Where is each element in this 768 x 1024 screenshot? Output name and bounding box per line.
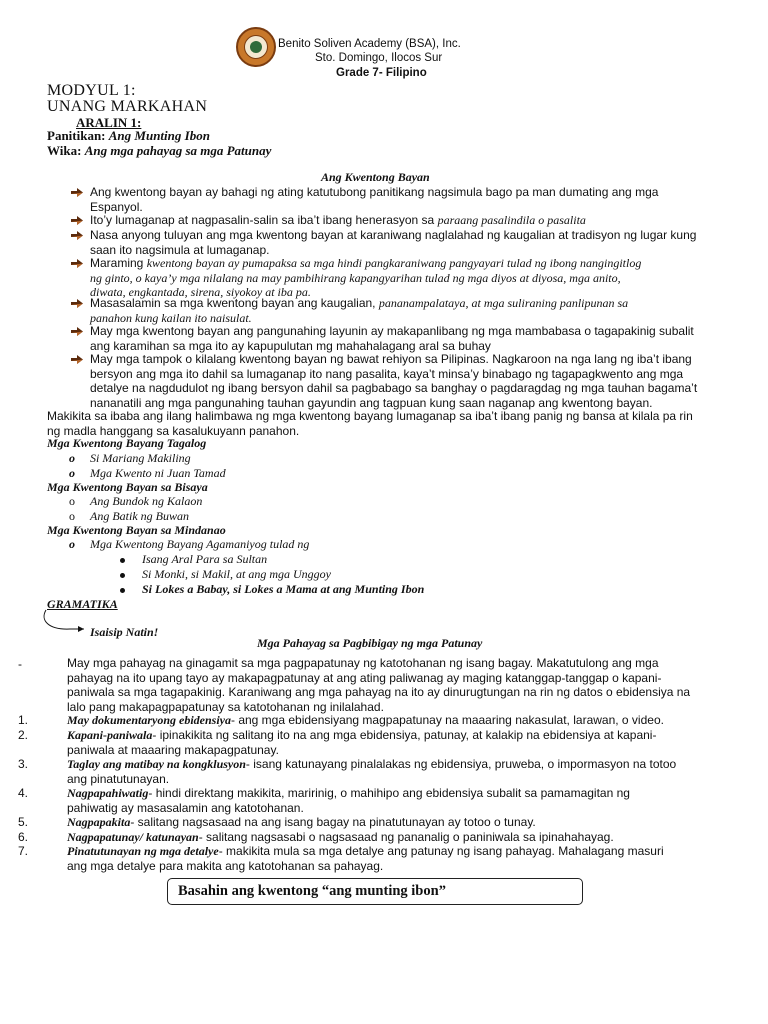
item-line: ang pinatutunayan. bbox=[67, 771, 170, 786]
reading-instruction-box bbox=[167, 878, 583, 905]
term: Nagpapakita bbox=[67, 815, 131, 829]
list-marker: o bbox=[69, 466, 75, 480]
bullet-line: Espanyol. bbox=[90, 199, 143, 214]
item-line: Nagpapahiwatig- hindi direktang makikita, maririnig, o mahihipo ang ebidensiya subalit sa pamamagitan ng bbox=[67, 786, 630, 800]
school-seal-logo bbox=[236, 27, 276, 67]
bullet-line: May mga kwentong bayan ang pangunahing layunin ay makapanlibang ng mga mambabasa o tagapakinig subalit bbox=[90, 324, 694, 338]
list-item: Ang Bundok ng Kalaon bbox=[90, 494, 203, 508]
item-line: Kapani-paniwala- ipinakikita ng salitang ito na ang mga ebidensiya, patunay, at kalakip na ebidensiya at kapani- bbox=[67, 728, 657, 742]
arrow-bullet-icon bbox=[70, 215, 84, 226]
list-item: Ang Batik ng Buwan bbox=[90, 509, 189, 523]
item-line: Nagpapakita- salitang nagsasaad na ang isang bagay na pinatutunayan ay totoo o tunay. bbox=[67, 815, 536, 829]
intro-line: lalo pang makapagpapatunay sa katotohanan ng inilalahad. bbox=[67, 699, 384, 714]
item-number: 3. bbox=[18, 757, 29, 771]
arrow-bullet-icon bbox=[70, 187, 84, 198]
proof-expression-item bbox=[67, 713, 727, 728]
list-item: Si Mariang Makiling bbox=[90, 451, 191, 465]
proof-expression-item bbox=[67, 844, 727, 873]
intro-line: pahayag na ito upang tayo ay makapagpatunay at ang ating paliwanag ay maging katanggap-tanggap o kapani- bbox=[67, 670, 662, 685]
item-number: 4. bbox=[18, 786, 29, 800]
bullet-item bbox=[90, 185, 730, 214]
sub-list-item: Isang Aral Para sa Sultan bbox=[142, 552, 268, 566]
quarter-title: UNANG MARKAHAN bbox=[47, 98, 208, 115]
bullet-line: panahon kung kailan ito naisulat. bbox=[90, 310, 252, 325]
bullet-item bbox=[90, 352, 730, 410]
tagalog-heading: Mga Kwentong Bayang Tagalog bbox=[47, 436, 207, 450]
item-number: 2. bbox=[18, 728, 29, 742]
term: Kapani-paniwala bbox=[67, 728, 153, 742]
term: May dokumentaryong ebidensiya bbox=[67, 713, 231, 727]
bullet-item bbox=[90, 256, 730, 300]
school-name: Benito Soliven Academy (BSA), Inc. bbox=[278, 38, 461, 50]
item-line: May dokumentaryong ebidensiya- ang mga ebidensiyang magpapatunay na maaaring nakasulat, larawan, o video. bbox=[67, 713, 664, 727]
list-marker: o bbox=[69, 509, 75, 523]
curved-arrow-icon bbox=[40, 608, 92, 636]
school-address: Sto. Domingo, Ilocos Sur bbox=[315, 52, 443, 64]
item-line: Pinatutunayan ng mga detalye- makikita mula sa mga detalye ang patunay ng isang pahayag. Mahalagang masuri bbox=[67, 844, 664, 858]
bullet-dot bbox=[120, 588, 125, 593]
grammar-intro bbox=[67, 656, 727, 714]
arrow-bullet-icon bbox=[70, 354, 84, 365]
list-item: Mga Kwentong Bayang Agamaniyog tulad ng bbox=[90, 537, 310, 551]
term: Nagpapatunay/ katunayan bbox=[67, 830, 199, 844]
bisaya-heading: Mga Kwentong Bayan sa Bisaya bbox=[47, 480, 208, 494]
grammar-heading: GRAMATIKA bbox=[47, 597, 118, 611]
lesson-title: ARALIN 1: bbox=[76, 115, 142, 130]
arrow-bullet-icon bbox=[70, 258, 84, 269]
bullet-dot bbox=[120, 573, 125, 578]
term: Taglay ang matibay na kongklusyon bbox=[67, 757, 246, 771]
mindanao-heading: Mga Kwentong Bayan sa Mindanao bbox=[47, 523, 226, 537]
item-line: ang mga detalye para makita ang katotohanan sa pahayag. bbox=[67, 858, 384, 873]
bullet-line: Ang kwentong bayan ay bahagi ng ating katutubong panitikang nagsimula bago pa man dumating ang mga bbox=[90, 185, 659, 199]
bullet-line: detalye na nagdudulot ng ibang bersyon dahil sa pagbabago sa banghay o pagdaragdag ng mga tauhan bagama’t bbox=[90, 381, 698, 395]
proof-expression-item bbox=[67, 815, 727, 830]
sub-list-item: Si Monki, si Makil, at ang mga Unggoy bbox=[142, 567, 331, 581]
bullet-line: bersyon ang mga ito dahil sa lumaganap ito nang pasalita, kaya’t minsa’y binabago ng tagapagkwento ang mga bbox=[90, 366, 684, 381]
list-marker: o bbox=[69, 451, 75, 465]
intro-line: Makikita sa ibaba ang ilang halimbawa ng mga kwentong bayang lumaganap sa iba’t ibang panig ng bansa at kilala pa rin bbox=[47, 409, 693, 423]
bullet-item bbox=[90, 213, 730, 228]
item-number: 7. bbox=[18, 844, 29, 858]
think-heading: Isaisip Natin! bbox=[90, 625, 159, 639]
bullet-line: saan ito nagsimula at lumaganap. bbox=[90, 242, 270, 257]
language-line: Wika: Ang mga pahayag sa mga Patunay bbox=[47, 143, 272, 158]
literature-line: Panitikan: Ang Munting Ibon bbox=[47, 128, 210, 143]
item-number: 1. bbox=[18, 713, 29, 727]
arrow-bullet-icon bbox=[70, 230, 84, 241]
item-line: paniwala at maaaring makapagpatunay. bbox=[67, 742, 279, 757]
proof-expression-item bbox=[67, 786, 727, 815]
sub-list-item: Si Lokes a Babay, si Lokes a Mama at ang Munting Ibon bbox=[142, 582, 425, 596]
reading-instruction: Basahin ang kwentong “ang munting ibon” bbox=[178, 883, 446, 899]
bullet-item bbox=[90, 324, 730, 353]
item-line: Taglay ang matibay na kongklusyon- isang katunayang pinalalakas ng ebidensiya, pruweba, o impormasyon na totoo bbox=[67, 757, 677, 771]
list-marker: o bbox=[69, 537, 75, 551]
bullet-line: Nasa anyong tuluyan ang mga kwentong bayan at karaniwang naglalahad ng kaugalian at tradisyon ng lugar kung bbox=[90, 228, 697, 242]
list-item: Mga Kwento ni Juan Tamad bbox=[90, 466, 226, 480]
bullet-dot bbox=[120, 558, 125, 563]
bullet-line: diwata, engkantada, sirena, siyokoy at iba pa. bbox=[90, 285, 311, 299]
section-title: Ang Kwentong Bayan bbox=[321, 170, 430, 184]
intro-line: paniwala sa mga tagapakinig. Karaniwang ang mga pahayag na ito ay dinurugtungan na rin ng datos o ebidensiya na bbox=[67, 685, 691, 699]
proof-expression-item bbox=[67, 728, 727, 757]
bullet-item bbox=[90, 296, 730, 325]
bullet-line: Masasalamin sa mga kwentong bayan ang kaugalian, pananampalataya, at mga suliraning panlipunan sa bbox=[90, 296, 629, 310]
item-line: Nagpapatunay/ katunayan- salitang nagsasabi o nagsasaad ng pananalig o paniniwala sa ipinahahayag. bbox=[67, 830, 614, 844]
bullet-line: May mga tampok o kilalang kwentong bayan ng bawat rehiyon sa Pilipinas. Nagkaroon na nga lang ng iba’t ibang bbox=[90, 352, 692, 366]
arrow-bullet-icon bbox=[70, 326, 84, 337]
intro-line: ng madla hanggang sa kasalukuyann panahon. bbox=[47, 423, 300, 438]
bullet-line: ang karamihan sa mga ito ay kapupulutan mg mahahalagang aral sa buhay bbox=[90, 338, 491, 353]
bullet-line: nananatili ang mga pangunahing tauhan gayundin ang tagpuan kung saan naganap ang kwentong bayan. bbox=[90, 395, 653, 410]
bullet-item bbox=[90, 228, 730, 257]
item-number: 6. bbox=[18, 830, 29, 844]
bullet-line: Ito’y lumaganap at nagpasalin-salin sa iba’t ibang henerasyon sa paraang pasalindila o pasalita bbox=[90, 213, 586, 227]
proof-expression-item bbox=[67, 830, 727, 845]
term: Pinatutunayan ng mga detalye bbox=[67, 844, 219, 858]
intro-line: May mga pahayag na ginagamit sa mga pagpapatunay ng katotohanan ng isang bagay. Makatutulong ang mga bbox=[67, 656, 659, 670]
examples-intro bbox=[47, 409, 727, 438]
dash-marker: - bbox=[18, 657, 22, 671]
item-number: 5. bbox=[18, 815, 29, 829]
proof-expression-item bbox=[67, 757, 727, 786]
term: Nagpapahiwatig bbox=[67, 786, 149, 800]
list-marker: o bbox=[69, 494, 75, 508]
grammar-title: Mga Pahayag sa Pagbibigay ng mga Patunay bbox=[257, 636, 483, 650]
grade-subject: Grade 7- Filipino bbox=[336, 67, 427, 79]
item-line: pahiwatig ay masasalamin ang katotohanan. bbox=[67, 800, 304, 815]
bullet-line: ng ginto, o kaya’y mga nilalang na may pambihirang kapangyarihan tulad ng mga diyos at diyosa, mga anito, bbox=[90, 270, 621, 285]
arrow-bullet-icon bbox=[70, 298, 84, 309]
module-title: MODYUL 1: bbox=[47, 82, 136, 99]
bullet-line: Maraming kwentong bayan ay pumapaksa sa mga hindi pangkaraniwang pangyayari tulad ng ibong nangingitlog bbox=[90, 256, 642, 270]
